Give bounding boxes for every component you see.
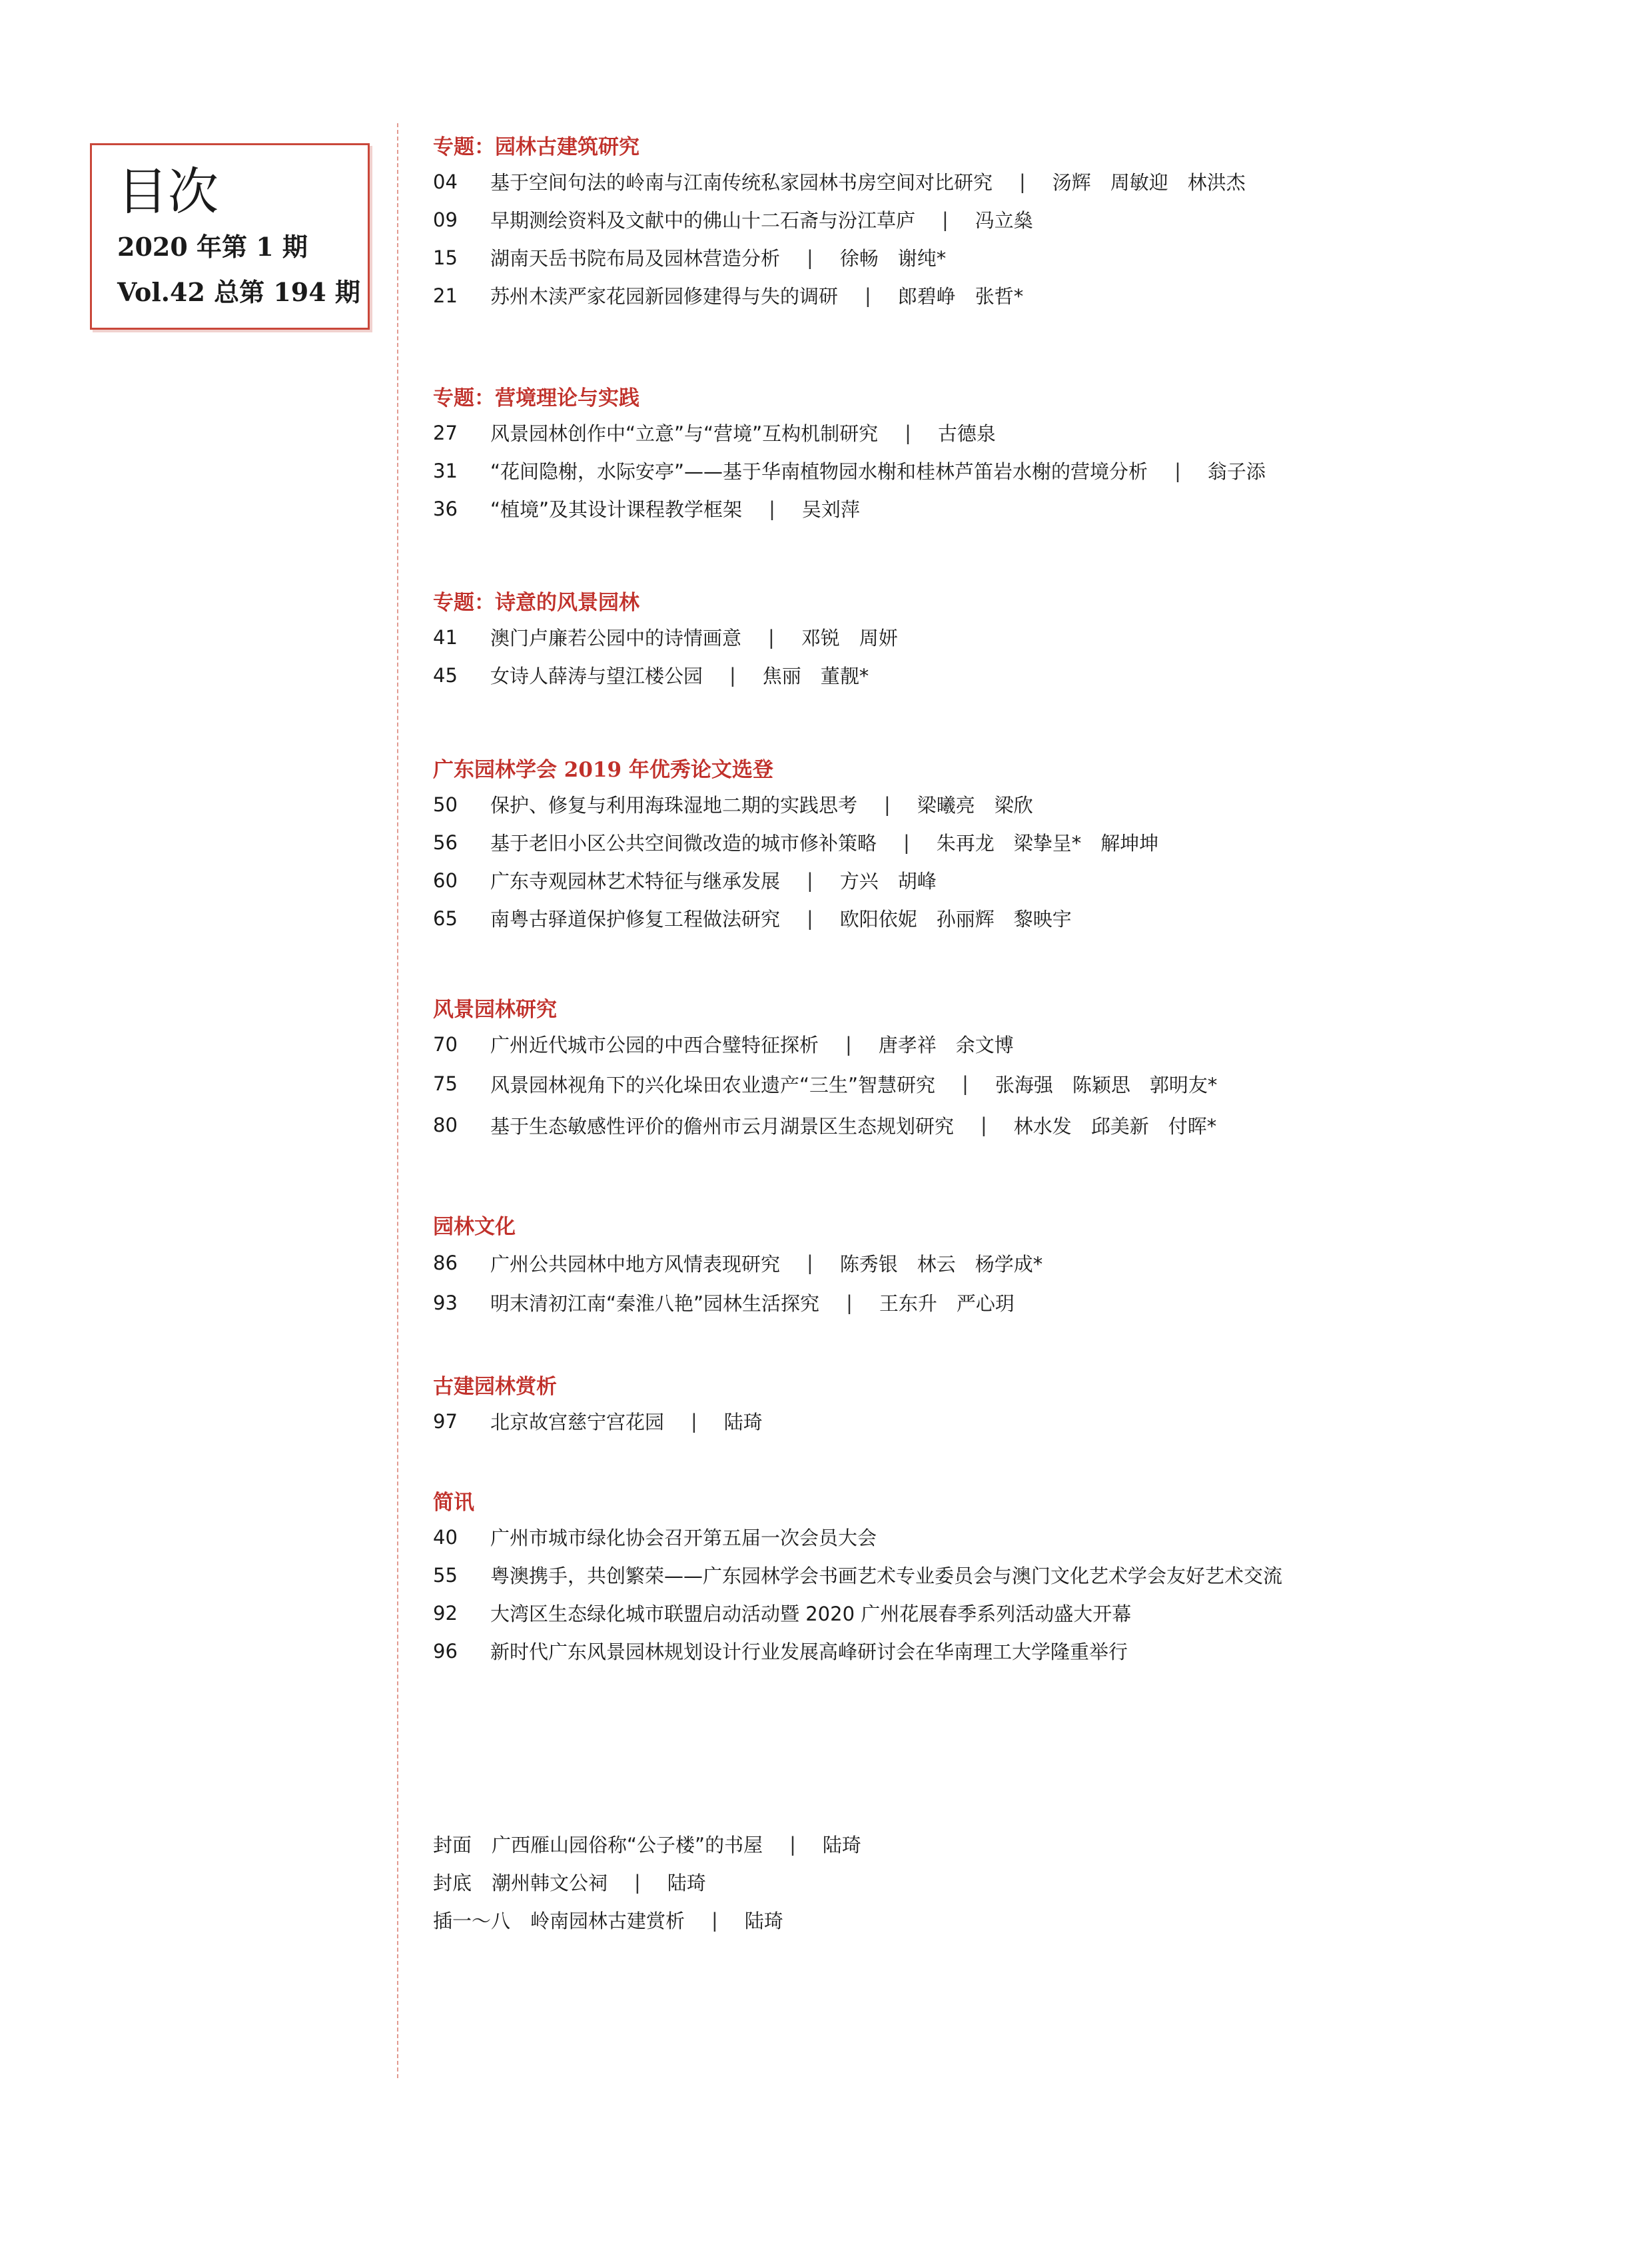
entry-separator: |	[845, 1032, 852, 1056]
entry-page: 45	[433, 663, 458, 687]
entry-title: 广州近代城市公园的中西合璧特征探析	[490, 1034, 819, 1056]
toc-entry[interactable]	[433, 1518, 1625, 1556]
credit-separator: |	[634, 1870, 641, 1894]
entry-authors: 吴刘萍	[801, 498, 860, 521]
entry-page: 56	[433, 831, 458, 854]
entry-title: 澳门卢廉若公园中的诗情画意	[490, 627, 742, 649]
entry-page: 50	[433, 793, 458, 816]
entry-authors: 郎碧峥 张哲*	[897, 285, 1024, 308]
section-heading: 广东园林学会 2019 年优秀论文选登	[433, 758, 773, 782]
section-heading: 专题：营境理论与实践	[433, 386, 639, 410]
toc-entry[interactable]	[433, 1063, 1625, 1104]
entry-separator: |	[691, 1409, 697, 1433]
toc-entry[interactable]	[433, 490, 1625, 528]
toc-entry[interactable]	[433, 1556, 1625, 1594]
section-scenery-theory	[433, 383, 1625, 528]
entry-page: 41	[433, 625, 458, 649]
toc-entry[interactable]	[433, 656, 1625, 694]
entry-authors: 方兴 胡峰	[839, 870, 937, 893]
toc-entry[interactable]	[433, 1025, 1625, 1063]
entry-page: 75	[433, 1072, 458, 1095]
credit-entry[interactable]	[433, 1825, 861, 1863]
section-garden-culture	[433, 1212, 1625, 1321]
entry-authors: 陆琦	[723, 1411, 763, 1433]
entry-title: 广东寺观园林艺术特征与继承发展	[490, 870, 781, 893]
credit-label: 封底	[433, 1872, 472, 1894]
cover-credits	[433, 1825, 861, 1939]
toc-title-box	[90, 143, 370, 330]
entry-separator: |	[865, 284, 871, 307]
entry-separator: |	[846, 1291, 853, 1314]
entry-separator: |	[942, 208, 949, 231]
section-heading: 简讯	[433, 1491, 474, 1515]
toc-entry[interactable]	[433, 1632, 1625, 1670]
entry-page: 40	[433, 1525, 458, 1549]
entry-separator: |	[962, 1072, 969, 1095]
entry-title: 女诗人薛涛与望江楼公园	[490, 665, 703, 687]
section-poetic-landscape	[433, 587, 1625, 694]
toc-entry[interactable]	[433, 238, 1625, 276]
page-title: 目次	[117, 162, 218, 221]
toc-entry[interactable]	[433, 452, 1625, 490]
entry-separator: |	[884, 793, 891, 816]
section-selected-papers	[433, 755, 1625, 937]
entry-separator: |	[768, 625, 775, 649]
credit-title: 广西雁山园俗称“公子楼”的书屋	[492, 1834, 763, 1856]
issue-number: 2020 年第 1 期	[117, 232, 308, 262]
section-heading: 专题：园林古建筑研究	[433, 135, 639, 159]
toc-entry[interactable]	[433, 1402, 1625, 1440]
entry-separator: |	[905, 421, 911, 444]
entry-authors: 徐畅 谢纯*	[839, 247, 947, 270]
entry-authors: 唐孝祥 余文博	[878, 1034, 1014, 1056]
entry-page: 09	[433, 208, 458, 231]
entry-authors: 邓锐 周妍	[801, 627, 898, 649]
entry-title: 明末清初江南“秦淮八艳”园林生活探究	[490, 1292, 820, 1315]
credit-label: 封面	[433, 1834, 472, 1856]
entry-separator: |	[807, 246, 813, 269]
entry-title: 基于生态敏感性评价的儋州市云月湖景区生态规划研究	[490, 1114, 955, 1138]
volume-number: Vol.42 总第 194 期	[117, 277, 360, 307]
toc-entry[interactable]	[433, 899, 1625, 937]
entry-separator: |	[807, 907, 813, 930]
entry-separator: |	[807, 1252, 813, 1274]
toc-entry[interactable]	[433, 618, 1625, 656]
entry-title: “花间隐榭，水际安亭”——基于华南植物园水榭和桂林芦笛岩水榭的营境分析	[490, 460, 1148, 483]
credit-author: 陆琦	[822, 1834, 861, 1856]
dashed-divider	[397, 123, 398, 2078]
section-garden-architecture	[433, 132, 1625, 314]
entry-authors: 冯立燊	[975, 209, 1033, 232]
entry-authors: 焦丽 董靓*	[762, 665, 869, 687]
entry-authors: 陈秀银 林云 杨学成*	[839, 1252, 1043, 1276]
entry-page: 65	[433, 907, 458, 930]
toc-entry[interactable]	[433, 163, 1625, 200]
entry-title: “植境”及其设计课程教学框架	[490, 498, 743, 521]
credit-separator: |	[789, 1832, 796, 1856]
entry-authors: 欧阳依妮 孙丽辉 黎映宇	[839, 908, 1072, 931]
entry-authors: 林水发 邱美新 付晖*	[1013, 1114, 1217, 1138]
entry-title: 广州公共园林中地方风情表现研究	[490, 1252, 781, 1276]
entry-title: 南粤古驿道保护修复工程做法研究	[490, 908, 781, 931]
toc-entry[interactable]	[433, 1242, 1625, 1284]
section-heading: 风景园林研究	[433, 998, 557, 1022]
entry-page: 92	[433, 1601, 458, 1625]
entry-separator: |	[729, 663, 736, 687]
entry-title: 保护、修复与利用海珠湿地二期的实践思考	[490, 794, 858, 817]
entry-separator: |	[807, 869, 813, 892]
section-landscape-research	[433, 994, 1625, 1146]
section-heading: 园林文化	[433, 1215, 516, 1239]
entry-separator: |	[903, 831, 910, 854]
toc-entry[interactable]	[433, 200, 1625, 238]
entry-page: 27	[433, 421, 458, 444]
toc-entry[interactable]	[433, 1594, 1625, 1632]
entry-separator: |	[981, 1114, 987, 1136]
entry-page: 31	[433, 459, 458, 482]
section-news-briefs	[433, 1487, 1625, 1670]
entry-authors: 翁子添	[1207, 460, 1266, 483]
entry-page: 04	[433, 170, 458, 193]
section-classical-garden-appreciation	[433, 1371, 1625, 1440]
credit-separator: |	[711, 1908, 718, 1932]
entry-authors: 王东升 严心玥	[879, 1292, 1015, 1315]
entry-page: 93	[433, 1291, 458, 1314]
entry-page: 97	[433, 1409, 458, 1433]
entry-title: 基于空间句法的岭南与江南传统私家园林书房空间对比研究	[490, 171, 993, 194]
entry-page: 80	[433, 1114, 458, 1136]
entry-page: 60	[433, 869, 458, 892]
entry-separator: |	[1174, 459, 1181, 482]
section-heading: 古建园林赏析	[433, 1375, 557, 1399]
entry-page: 21	[433, 284, 458, 307]
entry-title: 北京故宫慈宁宫花园	[490, 1411, 665, 1433]
entry-title: 风景园林创作中“立意”与“营境”互构机制研究	[490, 422, 879, 445]
toc-entry[interactable]	[433, 1104, 1625, 1146]
entry-authors: 朱再龙 梁挚呈* 解坤坤	[936, 832, 1159, 855]
credit-entry[interactable]	[433, 1863, 861, 1901]
entry-title: 湖南天岳书院布局及园林营造分析	[490, 247, 781, 270]
entry-page: 70	[433, 1032, 458, 1056]
credit-author: 陆琦	[744, 1910, 783, 1932]
toc-entry[interactable]	[433, 823, 1625, 861]
entry-title: 苏州木渎严家花园新园修建得与失的调研	[490, 285, 839, 308]
credit-author: 陆琦	[667, 1872, 706, 1894]
entry-page: 55	[433, 1563, 458, 1587]
entry-title: 大湾区生态绿化城市联盟启动活动暨 2020 广州花展春季系列活动盛大开幕	[490, 1603, 1132, 1625]
entry-separator: |	[769, 497, 775, 520]
entry-authors: 古德泉	[937, 422, 996, 445]
credit-label: 插一～八	[433, 1910, 511, 1932]
entry-title: 风景园林视角下的兴化垛田农业遗产“三生”智慧研究	[490, 1073, 936, 1096]
credit-entry[interactable]	[433, 1901, 861, 1939]
entry-page: 96	[433, 1639, 458, 1663]
entry-page: 36	[433, 497, 458, 520]
entry-title: 基于老旧小区公共空间微改造的城市修补策略	[490, 832, 877, 855]
entry-page: 15	[433, 246, 458, 269]
credit-title: 岭南园林古建赏析	[530, 1910, 685, 1932]
toc-entry[interactable]	[433, 861, 1625, 899]
toc-entry[interactable]	[433, 1284, 1625, 1321]
entry-title: 广州市城市绿化协会召开第五届一次会员大会	[490, 1527, 877, 1549]
entry-separator: |	[1019, 170, 1026, 193]
toc-entry[interactable]	[433, 414, 1625, 452]
entry-authors: 汤辉 周敏迎 林洪杰	[1052, 171, 1246, 194]
section-heading: 专题：诗意的风景园林	[433, 591, 639, 615]
entry-authors: 张海强 陈颖思 郭明友*	[995, 1073, 1218, 1096]
credit-title: 潮州韩文公祠	[492, 1872, 608, 1894]
entry-authors: 梁曦亮 梁欣	[917, 794, 1033, 817]
toc-entry[interactable]	[433, 785, 1625, 823]
toc-entry[interactable]	[433, 276, 1625, 314]
entry-title: 早期测绘资料及文献中的佛山十二石斋与汾江草庐	[490, 209, 916, 232]
entry-title: 粤澳携手，共创繁荣——广东园林学会书画艺术专业委员会与澳门文化艺术学会友好艺术交流	[490, 1565, 1283, 1587]
entry-title: 新时代广东风景园林规划设计行业发展高峰研讨会在华南理工大学隆重举行	[490, 1641, 1128, 1663]
entry-page: 86	[433, 1252, 458, 1274]
